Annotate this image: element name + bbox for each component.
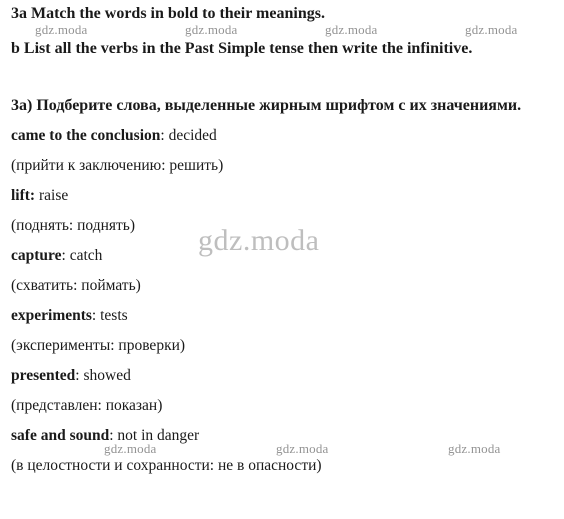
vocab-separator: :: [61, 247, 70, 264]
vocab-item-2: [11, 187, 68, 205]
vocab-translation-6: (в целостности и сохранности: не в опасности): [11, 457, 322, 474]
vocab-meaning: decided: [168, 127, 217, 144]
vocab-meaning: raise: [38, 187, 69, 204]
vocab-term: capture: [11, 247, 62, 264]
vocab-translation-4: (эксперименты: проверки): [11, 337, 186, 354]
watermark-top-3: gdz.moda: [325, 22, 378, 37]
vocab-item-5: [11, 367, 131, 385]
answer-heading: 3a) Подберите слова, выделенные жирным шрифтом с их значениями.: [11, 97, 522, 114]
vocab-item-4: [11, 307, 128, 325]
watermark-top-2: gdz.moda: [185, 22, 238, 37]
vocab-meaning: not in danger: [117, 427, 200, 444]
vocab-term: safe and sound: [11, 427, 110, 444]
watermark-bottom-2: gdz.moda: [276, 441, 329, 456]
vocab-term: experiments: [11, 307, 92, 324]
vocab-item-3: [11, 247, 102, 265]
watermark-top-1: gdz.moda: [35, 22, 88, 37]
watermark-top-4: gdz.moda: [465, 22, 518, 37]
vocab-term: presented: [11, 367, 76, 384]
task-line-a: 3a Match the words in bold to their meanings.: [11, 5, 325, 22]
vocab-meaning: showed: [83, 367, 131, 384]
vocab-item-1: [11, 127, 217, 145]
watermark-bottom-1: gdz.moda: [104, 441, 157, 456]
vocab-separator: :: [91, 307, 101, 324]
vocab-meaning: tests: [100, 307, 128, 324]
vocab-term: lift:: [11, 187, 36, 204]
task-line-b: b List all the verbs in the Past Simple tense then write the infinitive.: [11, 40, 473, 57]
vocab-translation-3: (схватить: поймать): [11, 277, 141, 294]
vocab-translation-1: (прийти к заключению: решить): [11, 157, 224, 174]
vocab-separator: :: [160, 127, 169, 144]
vocab-term: came to the conclusion: [11, 127, 161, 144]
vocab-meaning: catch: [69, 247, 103, 264]
vocab-separator: :: [109, 427, 118, 444]
watermark-center: gdz.moda: [198, 224, 320, 257]
vocab-translation-2: (поднять: поднять): [11, 217, 136, 234]
vocab-separator: :: [75, 367, 84, 384]
vocab-translation-5: (представлен: показан): [11, 397, 163, 414]
watermark-bottom-3: gdz.moda: [448, 441, 501, 456]
